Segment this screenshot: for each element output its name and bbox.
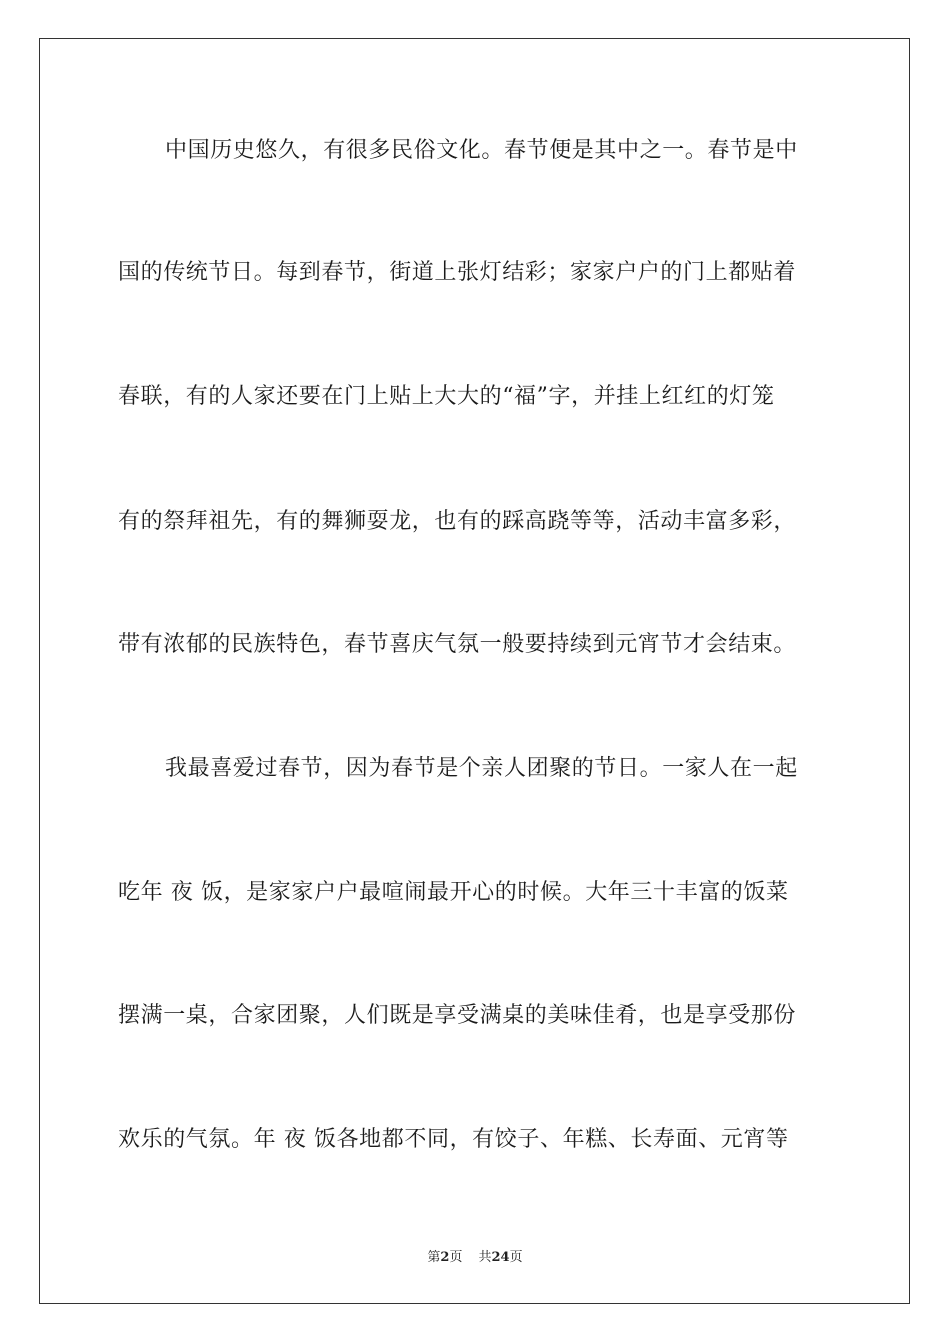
- paragraph-1-line-4: 有的祭拜祖先，有的舞狮耍龙，也有的踩高跷等等，活动丰富多彩，: [118, 509, 797, 534]
- paragraph-1-line-5: 带有浓郁的民族特色，春节喜庆气氛一般要持续到元宵节才会结束。: [118, 632, 797, 657]
- current-page-number: 2: [440, 1250, 450, 1265]
- paragraph-1-line-2: 国的传统节日。每到春节，街道上张灯结彩；家家户户的门上都贴着: [118, 260, 797, 285]
- paragraph-1-line-3: 春联，有的人家还要在门上贴上大大的“福”字，并挂上红红的灯笼: [118, 384, 775, 409]
- paragraph-2-line-2: 吃年 夜 饭，是家家户户最喧闹最开心的时候。大年三十丰富的饭菜: [118, 880, 789, 905]
- page-border: [39, 38, 910, 1304]
- page-suffix: 页: [449, 1250, 463, 1265]
- total-suffix: 页: [509, 1250, 523, 1265]
- paragraph-2-line-4: 欢乐的气氛。年 夜 饭各地都不同，有饺子、年糕、长寿面、元宵等: [118, 1127, 789, 1152]
- page-prefix: 第: [427, 1250, 441, 1265]
- paragraph-1-line-1: 中国历史悠久，有很多民俗文化。春节便是其中之一。春节是中: [165, 138, 798, 163]
- total-pages-number: 24: [491, 1250, 510, 1265]
- paragraph-2-line-3: 摆满一桌，合家团聚，人们既是享受满桌的美味佳肴，也是享受那份: [118, 1003, 797, 1028]
- page-footer: [0, 1246, 950, 1265]
- paragraph-2-line-1: 我最喜爱过春节，因为春节是个亲人团聚的节日。一家人在一起: [165, 756, 798, 781]
- total-prefix: 共: [478, 1250, 492, 1265]
